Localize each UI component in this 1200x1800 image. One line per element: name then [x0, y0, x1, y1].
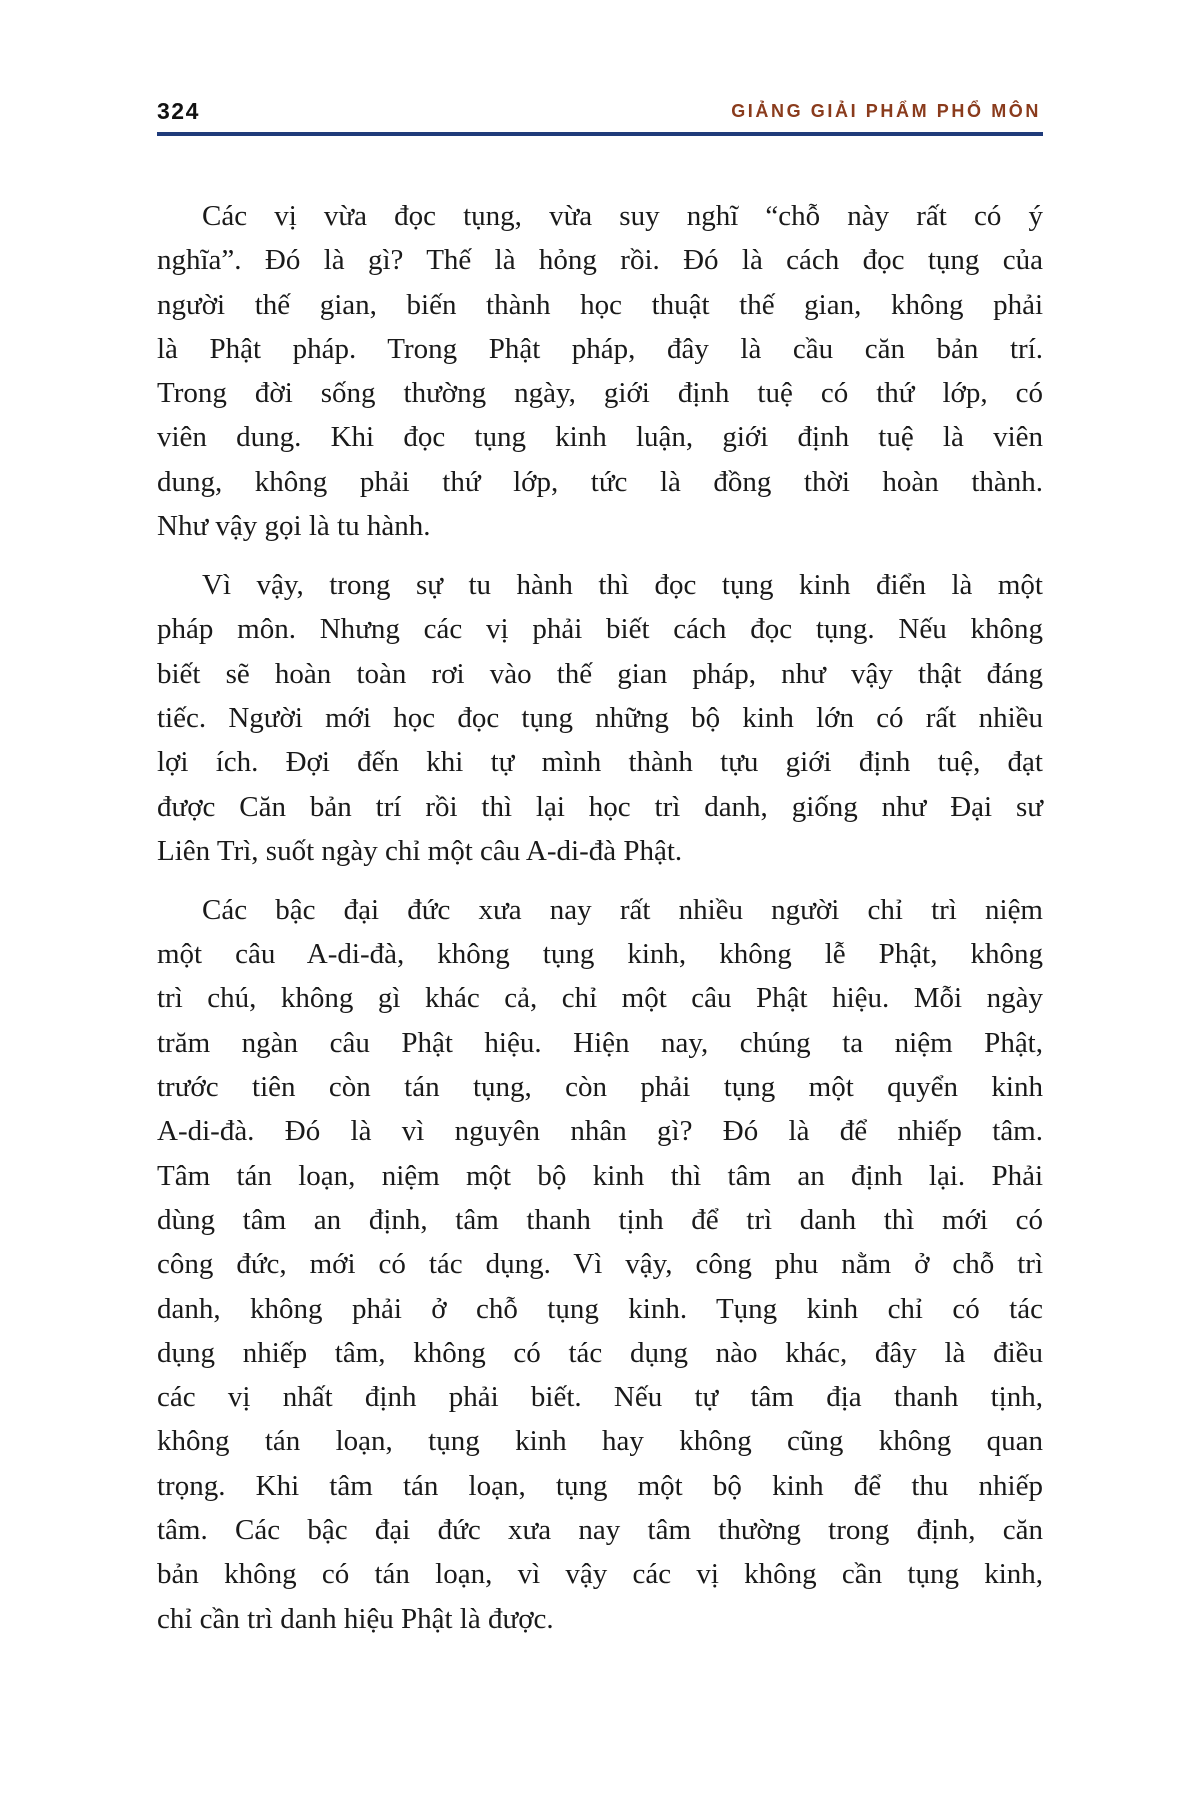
text-line: dùng tâm an định, tâm thanh tịnh để trì danh thì mới có — [157, 1203, 1043, 1236]
text-line: tiếc. Người mới học đọc tụng những bộ kinh lớn có rất nhiều — [157, 701, 1043, 734]
text-line: Tâm tán loạn, niệm một bộ kinh thì tâm an định lại. Phải — [157, 1159, 1043, 1192]
running-title: GIẢNG GIẢI PHẨM PHỔ MÔN — [731, 101, 1041, 121]
text-line: biết sẽ hoàn toàn rơi vào thế gian pháp, như vậy thật đáng — [157, 657, 1043, 690]
text-line: công đức, mới có tác dụng. Vì vậy, công phu nằm ở chỗ trì — [157, 1248, 1043, 1281]
text-line: chỉ cần trì danh hiệu Phật là được. — [157, 1602, 554, 1635]
paragraph — [157, 194, 1043, 548]
body-text — [157, 194, 1043, 1656]
text-line: các vị nhất định phải biết. Nếu tự tâm địa thanh tịnh, — [157, 1381, 1043, 1414]
text-line: trì chú, không gì khác cả, chỉ một câu Phật hiệu. Mỗi ngày — [157, 982, 1043, 1015]
text-line: Vì vậy, trong sự tu hành thì đọc tụng kinh điển là một — [202, 569, 1043, 602]
text-line: Các vị vừa đọc tụng, vừa suy nghĩ “chỗ này rất có ý — [202, 200, 1043, 232]
text-line: Các bậc đại đức xưa nay rất nhiều người chỉ trì niệm — [202, 893, 1043, 926]
text-line: Trong đời sống thường ngày, giới định tuệ có thứ lớp, có — [157, 377, 1043, 410]
paragraph — [157, 888, 1043, 1641]
text-line: nghĩa”. Đó là gì? Thế là hỏng rồi. Đó là cách đọc tụng của — [157, 244, 1043, 277]
text-line: dụng nhiếp tâm, không có tác dụng nào khác, đây là điều — [157, 1336, 1043, 1369]
header-divider — [157, 132, 1043, 136]
text-line: lợi ích. Đợi đến khi tự mình thành tựu giới định tuệ, đạt — [157, 746, 1043, 779]
text-line: không tán loạn, tụng kinh hay không cũng không quan — [157, 1425, 1043, 1458]
page-header — [157, 96, 1043, 126]
text-line: trăm ngàn câu Phật hiệu. Hiện nay, chúng ta niệm Phật, — [157, 1026, 1043, 1059]
text-line: viên dung. Khi đọc tụng kinh luận, giới định tuệ là viên — [157, 421, 1043, 454]
text-line: tâm. Các bậc đại đức xưa nay tâm thường trong định, căn — [157, 1513, 1043, 1546]
text-line: Liên Trì, suốt ngày chỉ một câu A-di-đà Phật. — [157, 834, 683, 867]
text-line: người thế gian, biến thành học thuật thế gian, không phải — [157, 288, 1043, 321]
text-line: dung, không phải thứ lớp, tức là đồng thời hoàn thành. — [157, 465, 1043, 498]
text-line: danh, không phải ở chỗ tụng kinh. Tụng kinh chỉ có tác — [157, 1292, 1043, 1325]
text-line: trọng. Khi tâm tán loạn, tụng một bộ kinh để thu nhiếp — [157, 1469, 1043, 1502]
text-line: A-di-đà. Đó là vì nguyên nhân gì? Đó là để nhiếp tâm. — [157, 1115, 1043, 1148]
page-number: 324 — [157, 98, 200, 124]
text-line: trước tiên còn tán tụng, còn phải tụng một quyển kinh — [157, 1071, 1043, 1104]
text-line: là Phật pháp. Trong Phật pháp, đây là cầu căn bản trí. — [157, 332, 1043, 365]
text-line: một câu A-di-đà, không tụng kinh, không lễ Phật, không — [157, 938, 1043, 971]
paragraph — [157, 563, 1043, 873]
text-line: được Căn bản trí rồi thì lại học trì danh, giống như Đại sư — [157, 790, 1043, 823]
text-line: Như vậy gọi là tu hành. — [157, 510, 431, 543]
text-line: pháp môn. Nhưng các vị phải biết cách đọc tụng. Nếu không — [157, 613, 1043, 646]
text-line: bản không có tán loạn, vì vậy các vị không cần tụng kinh, — [157, 1558, 1043, 1591]
